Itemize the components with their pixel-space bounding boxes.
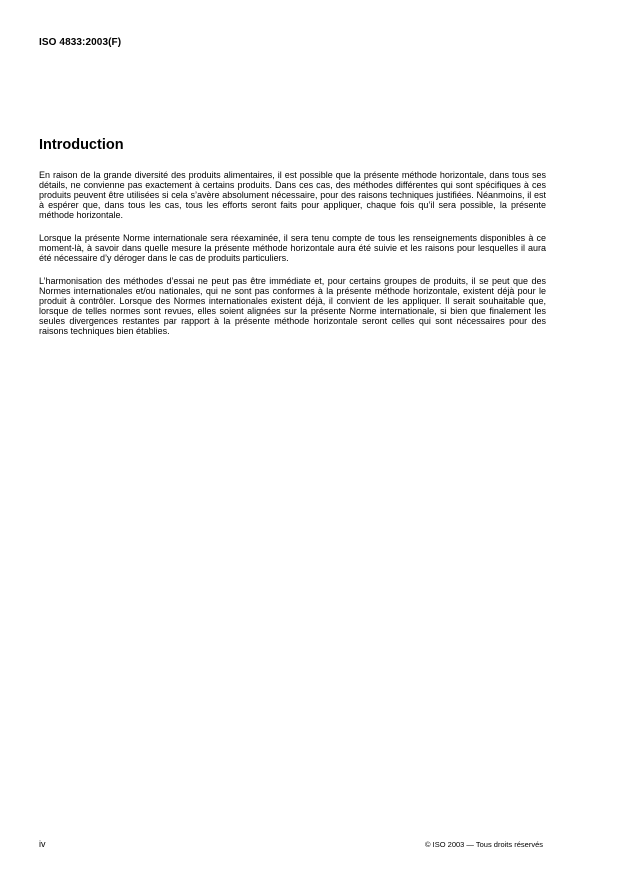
page-number: iv <box>39 839 46 849</box>
page-title: Introduction <box>39 137 124 153</box>
copyright-notice: © ISO 2003 — Tous droits réservés <box>425 840 543 849</box>
body-text <box>39 170 546 349</box>
paragraph-2: Lorsque la présente Norme internationale sera réexaminée, il sera tenu compte de tous les renseignements disponibles à ce moment-là, à savoir dans quelle mesure la présente méthode horizontale aura été suivie et les raisons pour lesquelles il aura été nécessaire d’y déroger dans le cas de produits particuliers. <box>39 233 546 263</box>
document-id-header: ISO 4833:2003(F) <box>39 37 122 48</box>
paragraph-3: L’harmonisation des méthodes d’essai ne peut pas être immédiate et, pour certains groupes de produits, il se peut que des Normes internationales et/ou nationales, qui ne sont pas conformes à la présente méthode horizontale, existent déjà pour le produit à contrôler. Lorsque des Normes internationales existent déjà, il convient de les appliquer. Il serait souhaitable que, lorsque de telles normes sont revues, elles soient alignées sur la présente Norme internationale, si bien que finalement les seules divergences restantes par rapport à la présente méthode horizontale seront celles qui sont nécessaires pour des raisons techniques bien établies. <box>39 276 546 336</box>
paragraph-1: En raison de la grande diversité des produits alimentaires, il est possible que la présente méthode horizontale, dans tous ses détails, ne convienne pas exactement à certains produits. Dans ces cas, des méthodes différentes qui sont spécifiques à ces produits peuvent être utilisées si cela s’avère absolument nécessaire, pour des raisons techniques justifiées. Néanmoins, il est à espérer que, dans tous les cas, tous les efforts seront faits pour appliquer, chaque fois qu’il sera possible, la présente méthode horizontale. <box>39 170 546 220</box>
